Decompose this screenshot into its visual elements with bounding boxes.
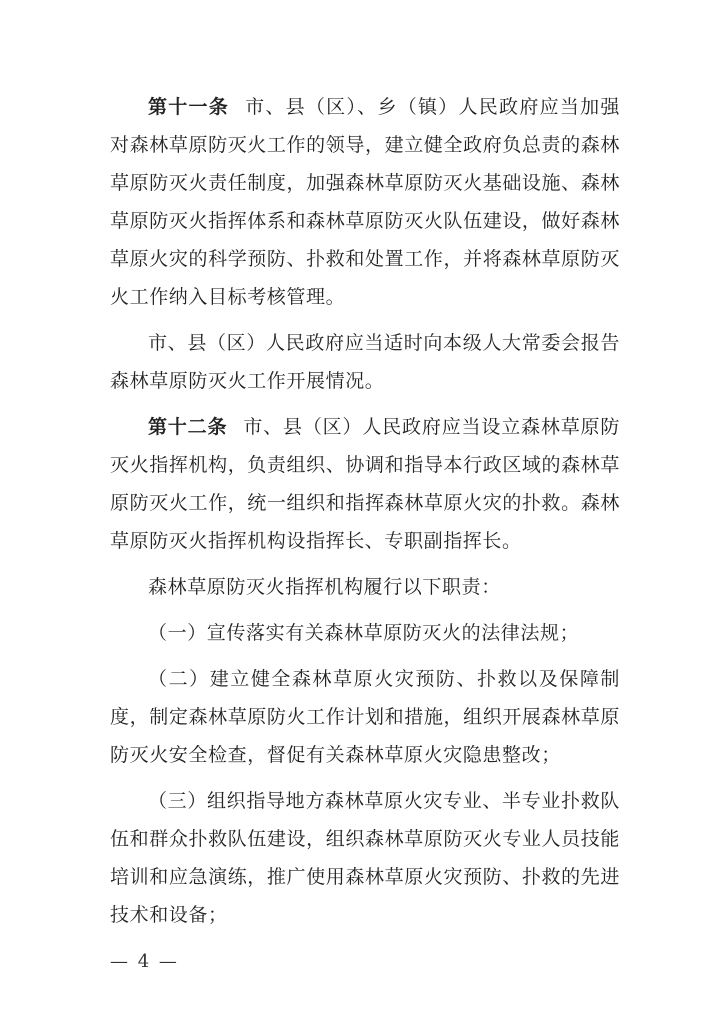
- paragraph-text: 市、县（区）人民政府应当适时向本级人大常委会报告森林草原防灭火工作开展情况。: [110, 332, 620, 392]
- paragraph-duties-intro: [110, 568, 620, 606]
- paragraph-duty-2: [110, 660, 620, 774]
- document-body: [110, 88, 620, 942]
- page-number: — 4 —: [110, 951, 179, 972]
- paragraph-text: 市、县（区）、乡（镇）人民政府应当加强对森林草原防灭火工作的领导，建立健全政府负总责的森林草原防灭火责任制度，加强森林草原防灭火基础设施、森林草原防灭火指挥体系和森林草原防灭火队伍建设，做好森林草原火灾的科学预防、扑救和处置工作，并将森林草原防灭火工作纳入目标考核管理。: [110, 96, 620, 308]
- paragraph-article-11: [110, 88, 620, 316]
- paragraph-text: 森林草原防灭火指挥机构履行以下职责：: [148, 576, 501, 598]
- paragraph-text: （二）建立健全森林草原火灾预防、扑救以及保障制度，制定森林草原防火工作计划和措施，组织开展森林草原防灭火安全检查，督促有关森林草原火灾隐患整改；: [110, 668, 620, 766]
- paragraph-report: [110, 324, 620, 400]
- article-number: 第十一条: [148, 96, 230, 118]
- paragraph-duty-1: [110, 614, 620, 652]
- paragraph-text: （三）组织指导地方森林草原火灾专业、半专业扑救队伍和群众扑救队伍建设，组织森林草原防灭火专业人员技能培训和应急演练，推广使用森林草原火灾预防、扑救的先进技术和设备；: [110, 790, 620, 926]
- article-number: 第十二条: [148, 416, 228, 438]
- paragraph-text: （一）宣传落实有关森林草原防灭火的法律法规；: [148, 622, 580, 644]
- paragraph-article-12: [110, 408, 620, 560]
- paragraph-duty-3: [110, 782, 620, 934]
- paragraph-text: 市、县（区）人民政府应当设立森林草原防灭火指挥机构，负责组织、协调和指导本行政区域的森林草原防灭火工作，统一组织和指挥森林草原火灾的扑救。森林草原防灭火指挥机构设指挥长、专职副指挥长。: [110, 416, 620, 552]
